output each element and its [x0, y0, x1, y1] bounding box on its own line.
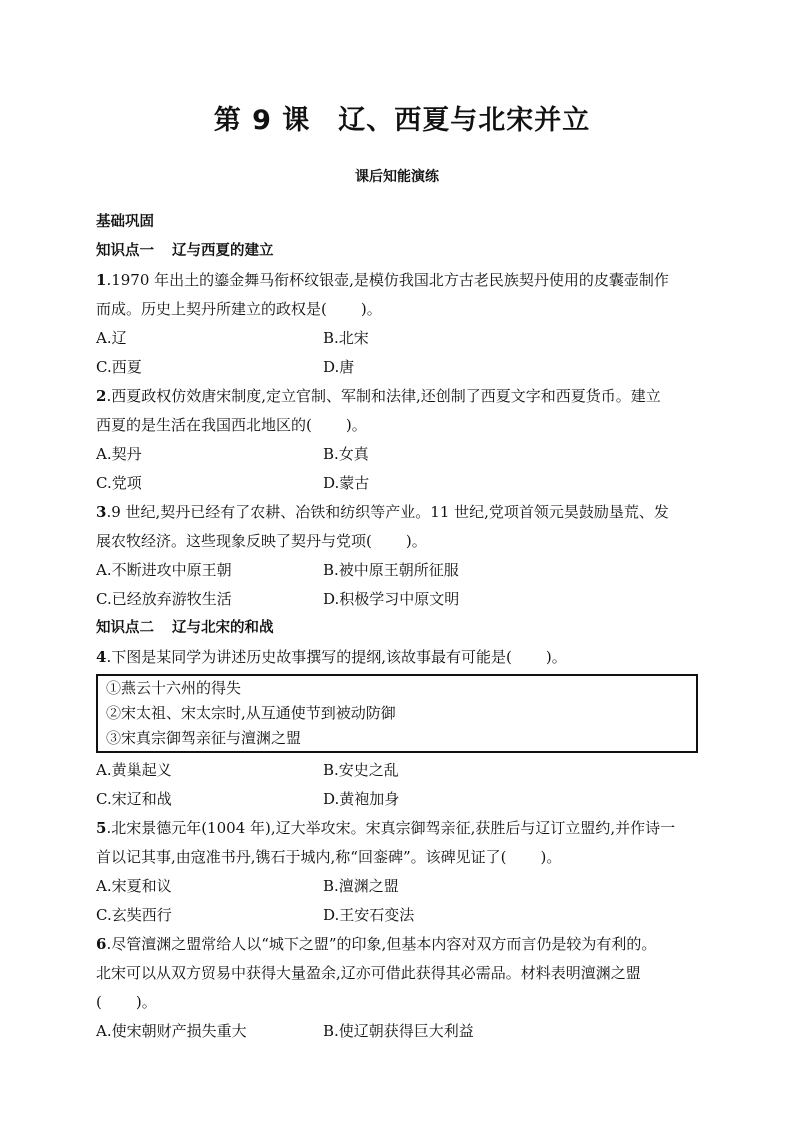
question-3-option-d: D.积极学习中原文明 — [323, 590, 460, 608]
question-4-text-1: .下图是某同学为讲述历史故事撰写的提纲,该故事最有可能是( — [106, 648, 512, 666]
exercise-page — [96, 100, 698, 1046]
question-5-option-d: D.王安石变法 — [323, 906, 415, 924]
outline-box — [96, 674, 698, 753]
question-3-stem-line-1 — [96, 498, 698, 527]
question-3-stem-line-2 — [96, 527, 698, 556]
question-6-stem-line-1 — [96, 930, 698, 959]
question-2-text-1: .西夏政权仿效唐宋制度,定立官制、军制和法律,还创制了西夏文字和西夏货币。建立 — [106, 387, 661, 405]
question-2-option-d: D.蒙古 — [323, 474, 370, 492]
question-5-text-2: 首以记其事,由寇准书丹,镌石于城内,称“回銮碑”。该碑见证了( — [96, 848, 507, 866]
question-1-option-a: A.辽 — [96, 329, 127, 347]
question-5-number: 5 — [96, 819, 107, 837]
question-2 — [96, 382, 698, 498]
question-4-stem-line-1 — [96, 643, 698, 672]
question-3-options-row-2 — [96, 585, 698, 614]
lesson-number: 第 9 课 — [213, 105, 311, 136]
question-3-option-b: B.被中原王朝所征服 — [323, 561, 459, 579]
question-5 — [96, 814, 698, 930]
outline-item-3: ③宋真宗御驾亲征与澶渊之盟 — [106, 729, 302, 747]
question-6 — [96, 930, 698, 1046]
question-1 — [96, 266, 698, 382]
question-2-option-a: A.契丹 — [96, 445, 142, 463]
question-3-option-c: C.已经放弃游牧生活 — [96, 590, 232, 608]
page-subtitle: 课后知能演练 — [355, 169, 439, 185]
question-1-option-d: D.唐 — [323, 358, 355, 376]
question-1-options-row-1 — [96, 324, 698, 353]
kp1-name: 辽与西夏的建立 — [172, 243, 274, 259]
question-6-stem-line-2: 北宋可以从双方贸易中获得大量盈余,辽亦可借此获得其必需品。材料表明澶渊之盟 — [96, 964, 641, 982]
question-5-option-c: C.玄奘西行 — [96, 906, 172, 924]
question-4-number: 4 — [96, 648, 107, 666]
question-5-stem-line-2 — [96, 843, 698, 872]
question-1-text-2: 而成。历史上契丹所建立的政权是( — [96, 300, 327, 318]
question-2-text-3: )。 — [345, 416, 367, 434]
question-1-option-c: C.西夏 — [96, 358, 142, 376]
lesson-topic: 辽、西夏与北宋并立 — [338, 105, 591, 136]
question-6-number: 6 — [96, 935, 107, 953]
section-knowledge-point-2 — [96, 614, 698, 643]
section-knowledge-point-1 — [96, 237, 698, 266]
question-5-options-row-1 — [96, 872, 698, 901]
question-3-options-row-1 — [96, 556, 698, 585]
question-4-option-c: C.宋辽和战 — [96, 790, 172, 808]
question-3-text-1: .9 世纪,契丹已经有了农耕、冶铁和纺织等产业。11 世纪,党项首领元昊鼓励垦荒、发 — [106, 503, 669, 521]
question-1-number: 1 — [96, 271, 107, 289]
question-4-text-2: )。 — [545, 648, 567, 666]
outline-item-1: ①燕云十六州的得失 — [106, 679, 242, 697]
kp2-name: 辽与北宋的和战 — [172, 620, 274, 636]
question-4-option-d: D.黄袍加身 — [323, 790, 400, 808]
question-1-text-1: .1970 年出土的鎏金舞马衔杯纹银壶,是模仿我国北方古老民族契丹使用的皮囊壶制作 — [106, 271, 669, 289]
question-5-options-row-2 — [96, 901, 698, 930]
question-5-option-a: A.宋夏和议 — [96, 877, 172, 895]
question-6-option-b: B.使辽朝获得巨大利益 — [323, 1022, 474, 1040]
page-title — [106, 100, 698, 142]
outline-item-2: ②宋太祖、宋太宗时,从互通使节到被动防御 — [106, 704, 396, 722]
question-6-text-3: ( — [96, 993, 102, 1011]
question-2-options-row-1 — [96, 440, 698, 469]
question-4-option-a: A.黄巢起义 — [96, 761, 172, 779]
section-basic: 基础巩固 — [96, 214, 154, 230]
question-1-options-row-2 — [96, 353, 698, 382]
question-4-option-b: B.安史之乱 — [323, 761, 399, 779]
question-2-options-row-2 — [96, 469, 698, 498]
question-3-text-2: 展农牧经济。这些现象反映了契丹与党项( — [96, 532, 372, 550]
question-5-text-1: .北宋景德元年(1004 年),辽大举攻宋。宋真宗御驾亲征,获胜后与辽订立盟约,并作诗一 — [106, 819, 676, 837]
kp1-label: 知识点一 — [96, 243, 154, 259]
question-4 — [96, 643, 698, 814]
question-3-text-3: )。 — [405, 532, 427, 550]
question-2-option-b: B.女真 — [323, 445, 369, 463]
question-6-option-a: A.使宋朝财产损失重大 — [96, 1022, 247, 1040]
question-4-options-row-1 — [96, 756, 698, 785]
question-4-options-row-2 — [96, 785, 698, 814]
question-2-number: 2 — [96, 387, 107, 405]
question-5-text-3: )。 — [540, 848, 562, 866]
question-6-stem-line-3 — [96, 988, 698, 1017]
question-2-stem-line-2 — [96, 411, 698, 440]
question-1-text-3: )。 — [360, 300, 382, 318]
question-1-stem-line-2 — [96, 295, 698, 324]
question-3-number: 3 — [96, 503, 107, 521]
question-1-option-b: B.北宋 — [323, 329, 369, 347]
question-1-stem-line-1 — [96, 266, 698, 295]
question-2-stem-line-1 — [96, 382, 698, 411]
question-5-stem-line-1 — [96, 814, 698, 843]
question-3-option-a: A.不断进攻中原王朝 — [96, 561, 232, 579]
question-2-text-2: 西夏的是生活在我国西北地区的( — [96, 416, 312, 434]
question-3 — [96, 498, 698, 614]
question-6-text-4: )。 — [135, 993, 157, 1011]
question-6-options-row-1 — [96, 1017, 698, 1046]
question-6-text-1: .尽管澶渊之盟常给人以“城下之盟”的印象,但基本内容对双方而言仍是较为有利的。 — [106, 935, 657, 953]
question-5-option-b: B.澶渊之盟 — [323, 877, 399, 895]
question-2-option-c: C.党项 — [96, 474, 142, 492]
kp2-label: 知识点二 — [96, 620, 154, 636]
